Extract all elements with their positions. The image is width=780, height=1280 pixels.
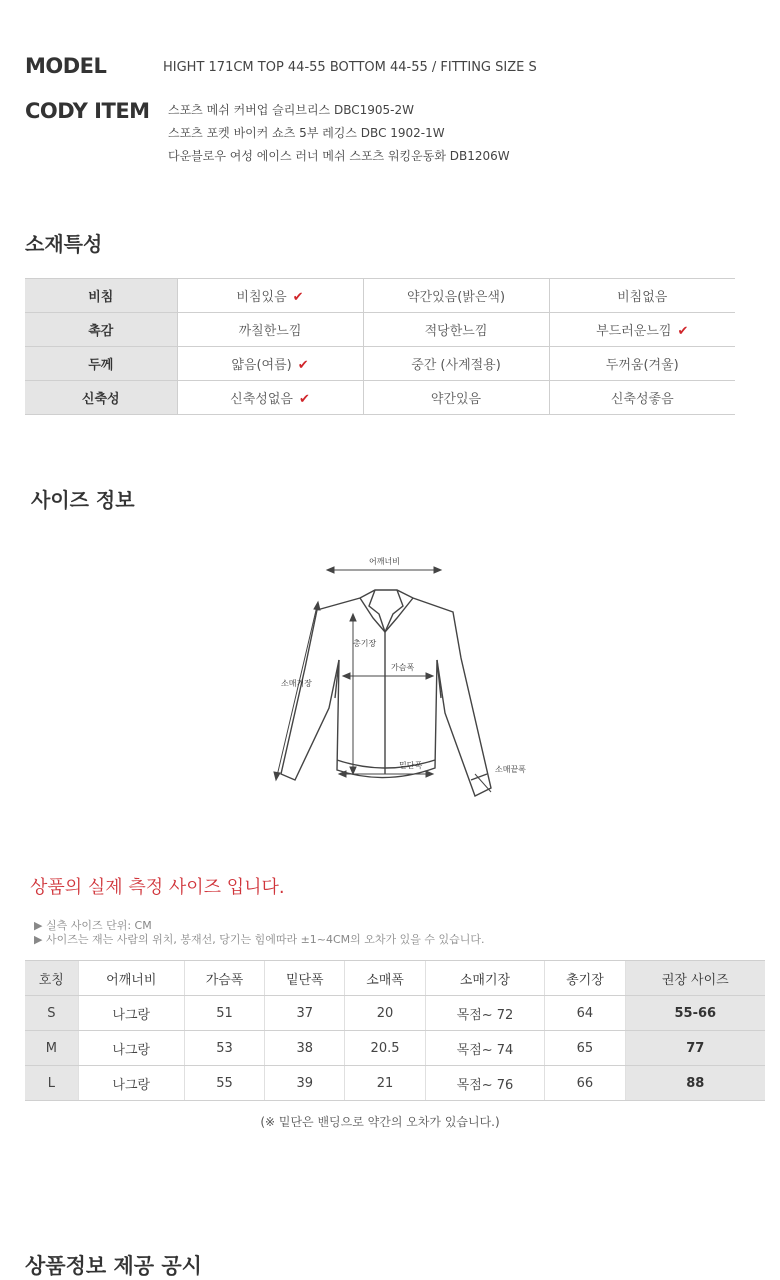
table-cell: 39 xyxy=(265,1066,345,1101)
check-icon: ✔ xyxy=(677,324,689,339)
table-cell: 55-66 xyxy=(625,996,765,1031)
size-diagram xyxy=(265,548,545,808)
material-option-label: 중간 (사계절용) xyxy=(411,358,501,373)
material-row-label: 촉감 xyxy=(25,313,177,347)
note-tolerance: ▶ 사이즈는 재는 사람의 위치, 봉재선, 당기는 힘에따라 ±1~4CM의 오차가 있을 수 있습니다. xyxy=(34,933,485,946)
size-table-header: 소매기장 xyxy=(425,961,545,996)
material-row-label: 비침 xyxy=(25,279,177,313)
label-length: 총기장 xyxy=(353,639,377,648)
material-row xyxy=(25,381,735,415)
table-cell: 20.5 xyxy=(345,1031,425,1066)
material-option xyxy=(177,347,363,381)
material-option-label: 약간있음(밝은색) xyxy=(406,290,506,305)
material-option xyxy=(363,347,549,381)
table-cell: 64 xyxy=(545,996,625,1031)
material-option xyxy=(177,313,363,347)
table-row xyxy=(25,996,765,1031)
cody-item-list xyxy=(168,99,510,168)
material-option-label: 약간있음 xyxy=(430,392,482,407)
note-unit: ▶ 실측 사이즈 단위: CM xyxy=(34,919,152,932)
table-cell: 목점~ 72 xyxy=(425,996,545,1031)
material-option xyxy=(549,381,735,415)
material-option-label: 신축성좋음 xyxy=(610,392,674,407)
label-chest: 가슴폭 xyxy=(391,663,415,672)
table-cell: M xyxy=(25,1031,78,1066)
material-option-label: 적당한느낌 xyxy=(424,324,488,339)
size-table-header: 가슴폭 xyxy=(184,961,264,996)
size-table-header: 총기장 xyxy=(545,961,625,996)
measure-notes xyxy=(34,919,485,947)
material-option xyxy=(177,381,363,415)
material-row xyxy=(25,279,735,313)
material-option-label: 얇음(여름) xyxy=(231,358,292,373)
material-option xyxy=(363,279,549,313)
material-option-label: 비침없음 xyxy=(617,290,668,305)
material-option-label: 까칠한느낌 xyxy=(238,324,302,339)
material-option xyxy=(549,347,735,381)
table-cell: 88 xyxy=(625,1066,765,1101)
label-shoulder: 어깨너비 xyxy=(369,557,400,566)
jacket-outline xyxy=(281,590,491,796)
table-row xyxy=(25,1031,765,1066)
check-icon: ✔ xyxy=(292,290,304,305)
cody-item[interactable]: 다운블로우 여성 에이스 러너 메쉬 스포츠 워킹운동화 DB1206W xyxy=(168,149,510,163)
cody-item[interactable]: 스포츠 포켓 바이커 쇼츠 5부 레깅스 DBC 1902-1W xyxy=(168,126,445,140)
material-option-label: 두꺼움(겨울) xyxy=(605,358,679,373)
product-notice-title: 상품정보 제공 공시 xyxy=(25,1254,202,1278)
label-sleeve-length: 소매기장 xyxy=(281,679,312,688)
measure-notice: 상품의 실제 측정 사이즈 입니다. xyxy=(30,877,285,898)
table-cell: 37 xyxy=(265,996,345,1031)
material-row xyxy=(25,313,735,347)
table-cell: 65 xyxy=(545,1031,625,1066)
table-cell: 53 xyxy=(184,1031,264,1066)
size-table-header: 권장 사이즈 xyxy=(625,961,765,996)
table-cell: 20 xyxy=(345,996,425,1031)
material-option xyxy=(363,313,549,347)
material-row xyxy=(25,347,735,381)
size-table-header: 호칭 xyxy=(25,961,78,996)
hem-footnote: (※ 밑단은 밴딩으로 약간의 오차가 있습니다.) xyxy=(260,1115,500,1129)
material-option xyxy=(549,313,735,347)
size-info-title: 사이즈 정보 xyxy=(31,488,135,512)
table-cell: 38 xyxy=(265,1031,345,1066)
material-option xyxy=(363,381,549,415)
table-cell: L xyxy=(25,1066,78,1101)
model-value: HIGHT 171CM TOP 44-55 BOTTOM 44-55 / FITTING SIZE S xyxy=(163,60,537,75)
cody-item-label: CODY ITEM xyxy=(25,99,150,123)
table-cell: 55 xyxy=(184,1066,264,1101)
model-label: MODEL xyxy=(25,54,107,78)
check-icon: ✔ xyxy=(298,392,310,407)
material-option-label: 신축성없음 xyxy=(230,392,293,407)
table-cell: S xyxy=(25,996,78,1031)
material-section-title: 소재특성 xyxy=(25,232,103,256)
size-table-header: 소매폭 xyxy=(345,961,425,996)
size-table-header: 밑단폭 xyxy=(265,961,345,996)
cody-item[interactable]: 스포츠 메쉬 커버업 슬리브리스 DBC1905-2W xyxy=(168,103,414,117)
table-cell: 나그랑 xyxy=(78,1031,184,1066)
material-option xyxy=(549,279,735,313)
table-cell: 21 xyxy=(345,1066,425,1101)
table-cell: 66 xyxy=(545,1066,625,1101)
material-row-label: 신축성 xyxy=(25,381,177,415)
table-cell: 77 xyxy=(625,1031,765,1066)
material-option xyxy=(177,279,363,313)
table-cell: 목점~ 76 xyxy=(425,1066,545,1101)
material-table xyxy=(25,278,735,415)
size-table xyxy=(25,960,765,1101)
material-option-label: 비침있음 xyxy=(236,290,287,305)
table-cell: 목점~ 74 xyxy=(425,1031,545,1066)
table-row xyxy=(25,1066,765,1101)
label-sleeve-end: 소매끝폭 xyxy=(495,765,526,774)
material-row-label: 두께 xyxy=(25,347,177,381)
table-cell: 51 xyxy=(184,996,264,1031)
table-cell: 나그랑 xyxy=(78,996,184,1031)
check-icon: ✔ xyxy=(297,358,309,373)
label-hem: 밑단폭 xyxy=(399,761,423,770)
material-option-label: 부드러운느낌 xyxy=(596,324,672,339)
table-cell: 나그랑 xyxy=(78,1066,184,1101)
size-table-header: 어깨너비 xyxy=(78,961,184,996)
